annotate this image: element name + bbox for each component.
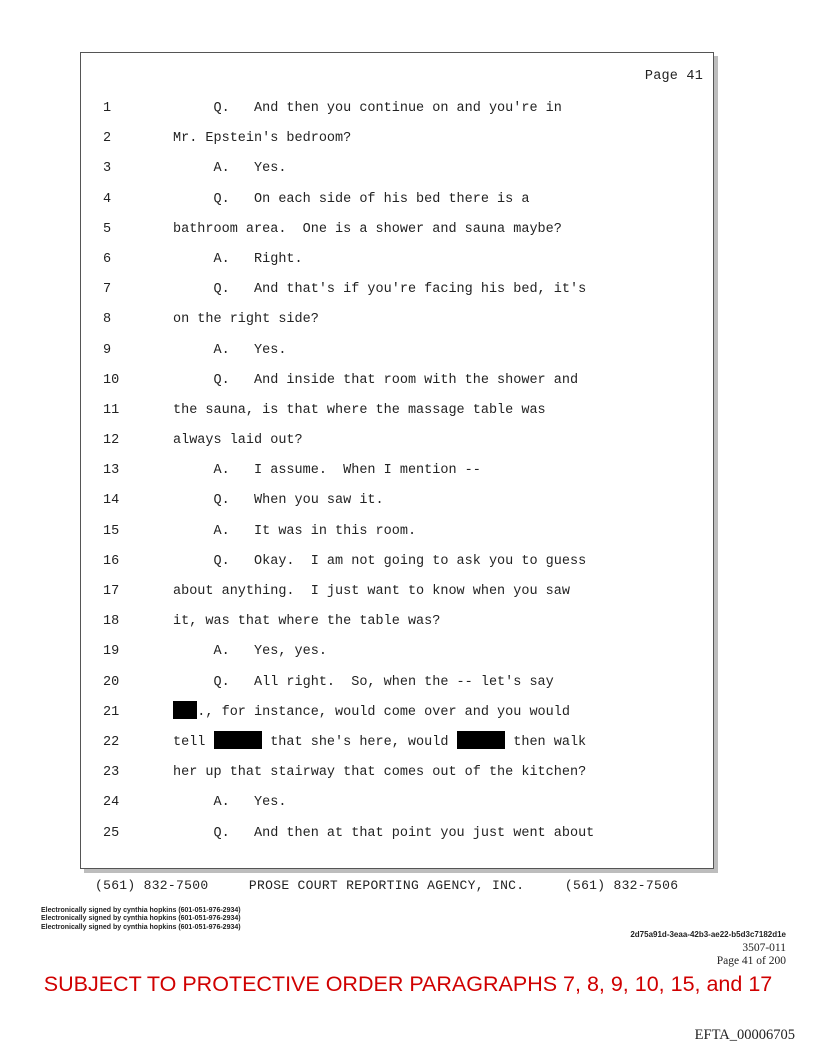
- line-number: 19: [103, 644, 120, 660]
- line-text-segment: it, was that where the table was?: [173, 614, 441, 630]
- line-number: 23: [103, 765, 120, 781]
- line-text-segment: bathroom area. One is a shower and sauna maybe?: [173, 221, 562, 237]
- line-text: [173, 275, 586, 305]
- transcript-line: [81, 728, 713, 758]
- line-text-segment: tell: [173, 734, 214, 750]
- transcript-line: [81, 94, 713, 124]
- line-number: 8: [103, 312, 112, 328]
- line-text-segment: Q. On each side of his bed there is a: [173, 191, 530, 207]
- line-text-segment: A. Yes.: [173, 161, 287, 177]
- line-text: [173, 215, 562, 245]
- line-text: [173, 426, 303, 456]
- line-number: 9: [103, 342, 112, 358]
- line-text-segment: A. Right.: [173, 251, 303, 267]
- line-number: 21: [103, 704, 120, 720]
- line-number: 20: [103, 674, 120, 690]
- line-number: 3: [103, 161, 112, 177]
- line-text: [173, 305, 319, 335]
- line-text-segment: Q. And that's if you're facing his bed, it's: [173, 282, 587, 298]
- line-text: [173, 547, 586, 577]
- line-text: [173, 637, 327, 667]
- signature-line: Electronically signed by cynthia hopkins (601-051-976-2934): [41, 915, 241, 923]
- line-text-segment: about anything. I just want to know when you saw: [173, 584, 570, 599]
- line-text: [173, 185, 529, 215]
- transcript-line: [81, 788, 713, 818]
- transcript-line: [81, 486, 713, 516]
- line-number: 5: [103, 221, 112, 237]
- transcript-line: [81, 668, 713, 698]
- transcript-line: [81, 275, 713, 305]
- line-text: [173, 336, 286, 366]
- line-text-segment: A. Yes, yes.: [173, 644, 327, 660]
- line-text-segment: Q. Okay. I am not going to ask you to guess: [173, 553, 587, 569]
- line-text: [173, 396, 546, 426]
- transcript-line: [81, 698, 713, 728]
- transcript-lines: [81, 94, 713, 849]
- transcript-line: [81, 245, 713, 275]
- transcript-line: [81, 758, 713, 788]
- redaction-block: [214, 731, 263, 749]
- line-text: [173, 456, 481, 486]
- line-text-segment: then walk: [505, 734, 587, 750]
- line-number: 16: [103, 553, 120, 569]
- transcript-line: [81, 819, 713, 849]
- transcript-line: [81, 456, 713, 486]
- line-number: 4: [103, 191, 112, 207]
- document-id: 3507-011: [742, 942, 786, 954]
- line-text-segment: A. Yes.: [173, 342, 287, 358]
- line-text: [173, 517, 416, 547]
- bates-number: EFTA_00006705: [694, 1027, 795, 1043]
- transcript-line: [81, 396, 713, 426]
- transcript-line: [81, 366, 713, 396]
- transcript-line: [81, 124, 713, 154]
- line-number: 1: [103, 101, 112, 116]
- transcript-line: [81, 305, 713, 335]
- line-number: 11: [103, 402, 120, 418]
- line-number: 6: [103, 251, 112, 267]
- line-text-segment: on the right side?: [173, 312, 319, 328]
- line-text-segment: ., for instance, would come over and you would: [197, 704, 570, 720]
- signature-line: Electronically signed by cynthia hopkins (601-051-976-2934): [41, 923, 241, 931]
- line-text-segment: that she's here, would: [262, 734, 457, 750]
- line-text: [173, 698, 570, 728]
- line-text: [173, 94, 562, 124]
- line-text: [173, 819, 594, 849]
- line-text-segment: A. Yes.: [173, 795, 287, 811]
- line-number: 12: [103, 433, 120, 449]
- line-number: 2: [103, 131, 112, 147]
- transcript-line: [81, 154, 713, 184]
- line-number: 22: [103, 734, 120, 750]
- line-text: [173, 788, 286, 818]
- line-text: [173, 486, 384, 516]
- line-text-segment: Q. And inside that room with the shower and: [173, 372, 579, 388]
- transcript-line: [81, 336, 713, 366]
- line-text-segment: A. It was in this room.: [173, 523, 417, 539]
- transcript-line: [81, 426, 713, 456]
- line-number: 25: [103, 825, 120, 841]
- transcript-page: [80, 52, 714, 869]
- redaction-block: [173, 701, 197, 719]
- line-text: [173, 758, 586, 788]
- line-number: 24: [103, 795, 120, 811]
- document-hash: 2d75a91d-3eaa-42b3-ae22-b5d3c7182d1e: [630, 930, 786, 939]
- line-text-segment: always laid out?: [173, 433, 303, 449]
- line-text-segment: Q. All right. So, when the -- let's say: [173, 674, 554, 690]
- line-text: [173, 607, 440, 637]
- line-number: 7: [103, 282, 112, 298]
- line-text: [173, 668, 554, 698]
- line-text-segment: A. I assume. When I mention --: [173, 463, 481, 479]
- page-of-total: Page 41 of 200: [716, 955, 786, 967]
- court-reporter-footer: (561) 832-7500 PROSE COURT REPORTING AGENCY, INC. (561) 832-7506: [95, 878, 679, 893]
- line-text: [173, 366, 578, 396]
- line-text-segment: Q. And then at that point you just went about: [173, 825, 595, 841]
- transcript-line: [81, 547, 713, 577]
- page-number-label: Page 41: [644, 69, 703, 84]
- line-text-segment: Q. When you saw it.: [173, 493, 384, 509]
- line-text: [173, 245, 303, 275]
- transcript-line: [81, 185, 713, 215]
- transcript-line: [81, 607, 713, 637]
- transcript-line: [81, 215, 713, 245]
- line-number: 10: [103, 372, 120, 388]
- line-number: 15: [103, 523, 120, 539]
- signature-line: Electronically signed by cynthia hopkins (601-051-976-2934): [41, 907, 241, 914]
- line-text: [173, 124, 351, 154]
- line-text: [173, 154, 286, 184]
- transcript-line: [81, 577, 713, 607]
- line-text: [173, 577, 570, 607]
- electronic-signatures: [41, 907, 241, 932]
- line-text-segment: Q. And then you continue on and you're in: [173, 101, 562, 116]
- protective-order-notice: SUBJECT TO PROTECTIVE ORDER PARAGRAPHS 7, 8, 9, 10, 15, and 17: [43, 972, 773, 996]
- line-number: 13: [103, 463, 120, 479]
- line-number: 14: [103, 493, 120, 509]
- line-text-segment: the sauna, is that where the massage table was: [173, 402, 546, 418]
- line-text: [173, 728, 586, 758]
- line-text-segment: her up that stairway that comes out of the kitchen?: [173, 765, 587, 781]
- line-text-segment: Mr. Epstein's bedroom?: [173, 131, 352, 147]
- transcript-line: [81, 637, 713, 667]
- redaction-block: [457, 731, 506, 749]
- line-number: 17: [103, 584, 120, 599]
- line-number: 18: [103, 614, 120, 630]
- transcript-line: [81, 517, 713, 547]
